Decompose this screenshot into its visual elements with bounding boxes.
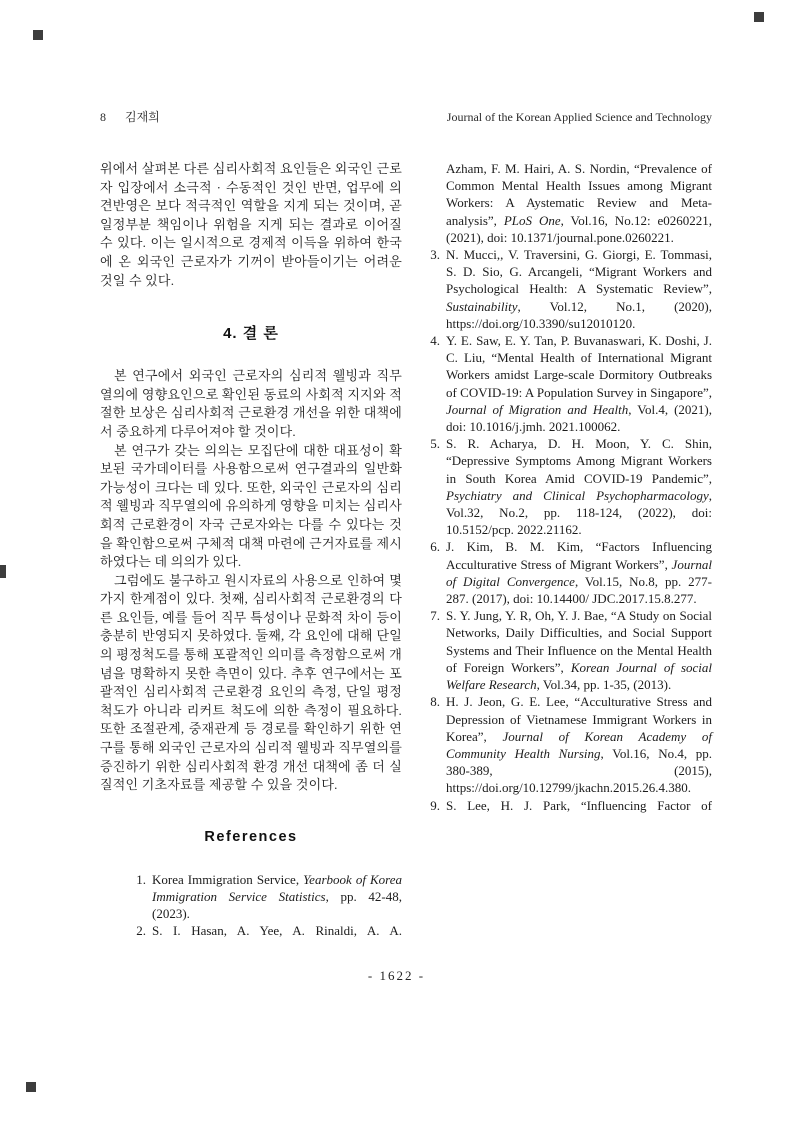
reference-item — [420, 607, 712, 693]
reference-number: 7. — [430, 608, 440, 624]
reference-number: 4. — [430, 333, 440, 349]
reference-number: 5. — [430, 436, 440, 452]
reference-number: 1. — [136, 871, 146, 887]
reference-number: 9. — [430, 797, 440, 813]
reference-number: 2. — [136, 923, 146, 939]
reference-text: S. I. Hasan, A. Yee, A. Rinaldi, A. A. — [152, 923, 402, 939]
left-column — [100, 160, 402, 940]
body-paragraph: 본 연구가 갖는 의의는 모집단에 대한 대표성이 확보된 국가데이터를 사용함으로써 연구결과의 일반화 가능성이 크다는 데 있다. 또한, 외국인 근로자의 심리적 웰빙과 직무열의에 유의하게 영향을 미치는 심리사회적 근로환경이 자국 근로자와는 다를 수 있다는 것을 확인함으로써 구체적 대책 마련에 근거자료를 제시하였다는 데 의의가 있다. — [100, 442, 402, 570]
reference-text: Azham, F. M. Hairi, A. S. Nordin, “Prevalence of Common Mental Health Issues among Migrant Workers: A Aystematic Review and Meta-analysis”, PLoS One, Vol.16, No.12: e0260221, (2021), doi: 10.1371/journal.pone.0260221. — [446, 161, 713, 245]
reference-text: S. Y. Jung, Y. R, Oh, Y. J. Bae, “A Study on Social Networks, Daily Difficulties, and Social Support Systems and Their Influence on the Mental Health of Foreign Workers”, Korean Journal of social Welfare Research, Vol.34, pp. 1-35, (2013). — [446, 608, 712, 693]
reference-text: S. R. Acharya, D. H. Moon, Y. C. Shin, “Depressive Symptoms Among Migrant Workers in South Korea Amid COVID-19 Pandemic”, Psychiatry and Clinical Psychopharmacology, Vol.32, No.2, pp. 118-124, (2022), doi: 10.5152/pcp. 2022.21162. — [446, 436, 712, 538]
carryover-paragraph: 위에서 살펴본 다른 심리사회적 요인들은 외국인 근로자 입장에서 소극적 · 수동적인 것인 반면, 업무에 의견반영은 보다 적극적인 역할을 지게 되는 것이며, 곧 일정부분 책임이나 위험을 지게 되는 결과로 이어질 수 있다. 이는 일시적으로 경제적 이득을 위하여 한국에 온 외국인 근로자가 기꺼이 받아들이기는 어려운 것일 수 있다. — [100, 161, 402, 288]
running-header-left — [100, 108, 160, 125]
reference-text: Y. E. Saw, E. Y. Tan, P. Buvanaswari, K. Doshi, J. C. Liu, “Mental Health of International Migrant Workers amidst Large-scale Dormitory Outbreaks of COVID-19: A Population Survey in Singapore”, Journal of Migration and Health, Vol.4, (2021), doi: 10.1016/j.jmh. 2021.100062. — [446, 333, 712, 435]
references-list-left — [100, 871, 402, 940]
scan-artifact-top-right — [754, 12, 764, 22]
reference-item — [126, 922, 402, 939]
reference-text: H. J. Jeon, G. E. Lee, “Acculturative Stress and Depression of Vietnamese Immigrant Workers in Korea”, Journal of Korean Academy of Community Health Nursing, Vol.16, No.4, pp. 380-389, (2015), https://doi.org/10.12799/jkachn.2015.26.4.380. — [446, 694, 713, 796]
reference-text: J. Kim, B. M. Kim, “Factors Influencing Acculturative Stress of Migrant Workers”, Journal of Digital Convergence, Vol.15, No.8, pp. 277-287. (2017), doi: 10.14400/ JDC.2017.15.8.277. — [446, 539, 713, 607]
footer-page-number: - 1622 - — [367, 968, 426, 983]
reference-item — [126, 871, 402, 923]
references-heading: References — [204, 828, 298, 845]
reference-item — [420, 332, 712, 435]
reference-item — [420, 538, 712, 607]
conclusion-section-heading: 4. 결 론 — [223, 325, 279, 343]
reference-number: 6. — [430, 539, 440, 555]
reference-item — [420, 797, 712, 814]
reference-item — [420, 435, 712, 538]
reference-item — [420, 246, 712, 332]
conclusion-paragraphs — [100, 367, 402, 795]
page-footer — [0, 968, 793, 984]
body-paragraph: 본 연구에서 외국인 근로자의 심리적 웰빙과 직무열의에 영향요인으로 확인된 동료의 사회적 지지와 적절한 보상은 심리사회적 근로환경 개선을 위한 대책에서 중요하게 다루어져야 할 것이다. — [100, 368, 402, 439]
body-paragraph: 그럼에도 불구하고 원시자료의 사용으로 인하여 몇 가지 한계점이 있다. 첫째, 심리사회적 근로환경의 다른 요인들, 예를 들어 직무 특성이나 문화적 차이 등이 충분히 반영되지 못하였다. 둘째, 각 요인에 대해 단일의 평정척도를 통해 포괄적인 의미를 측정함으로써 개념을 명확하지 못한 측면이 있다. 추후 연구에서는 포괄적인 심리사회적 근로환경 요인의 측정, 단일 평정척도가 아니라 리커트 척도에 의한 측정이 필요하다. 또한 조절관계, 중재관계 등 경로를 확인하기 위한 연구를 통해 외국인 근로자의 심리적 웰빙과 직무열의를 증진하기 위한 심리사회적 환경 개선 대책에 좀 더 실질적인 기초자료를 제공할 수 있을 것이다. — [100, 572, 402, 793]
header-author-name: 김재희 — [125, 110, 160, 124]
reference-item — [420, 693, 712, 796]
reference-text: N. Mucci,, V. Traversini, G. Giorgi, E. Tommasi, S. D. Sio, G. Arcangeli, “Migrant Workers and Psychological Health: A Systematic Review”, Sustainability, Vol.12, No.1, (2020), https://doi.org/10.3390/su12010120. — [446, 247, 712, 331]
references-list-right — [420, 160, 712, 814]
reference-text: S. Lee, H. J. Park, “Influencing Factor of — [446, 797, 712, 813]
reference-text: Korea Immigration Service, Yearbook of Korea Immigration Service Statistics, pp. 42-48, (2023). — [152, 871, 403, 922]
reference-number: 8. — [430, 694, 440, 710]
scan-artifact-bottom-left — [26, 1082, 36, 1092]
right-column — [420, 160, 712, 940]
reference-item — [420, 160, 712, 246]
header-journal-title: Journal of the Korean Applied Science and Technology — [446, 110, 712, 124]
header-page-number: 8 — [100, 110, 106, 124]
two-column-body — [100, 160, 712, 940]
scan-artifact-top-left — [33, 30, 43, 40]
reference-number: 3. — [430, 247, 440, 263]
running-header — [100, 108, 712, 125]
scan-artifact-left-edge — [0, 565, 6, 578]
